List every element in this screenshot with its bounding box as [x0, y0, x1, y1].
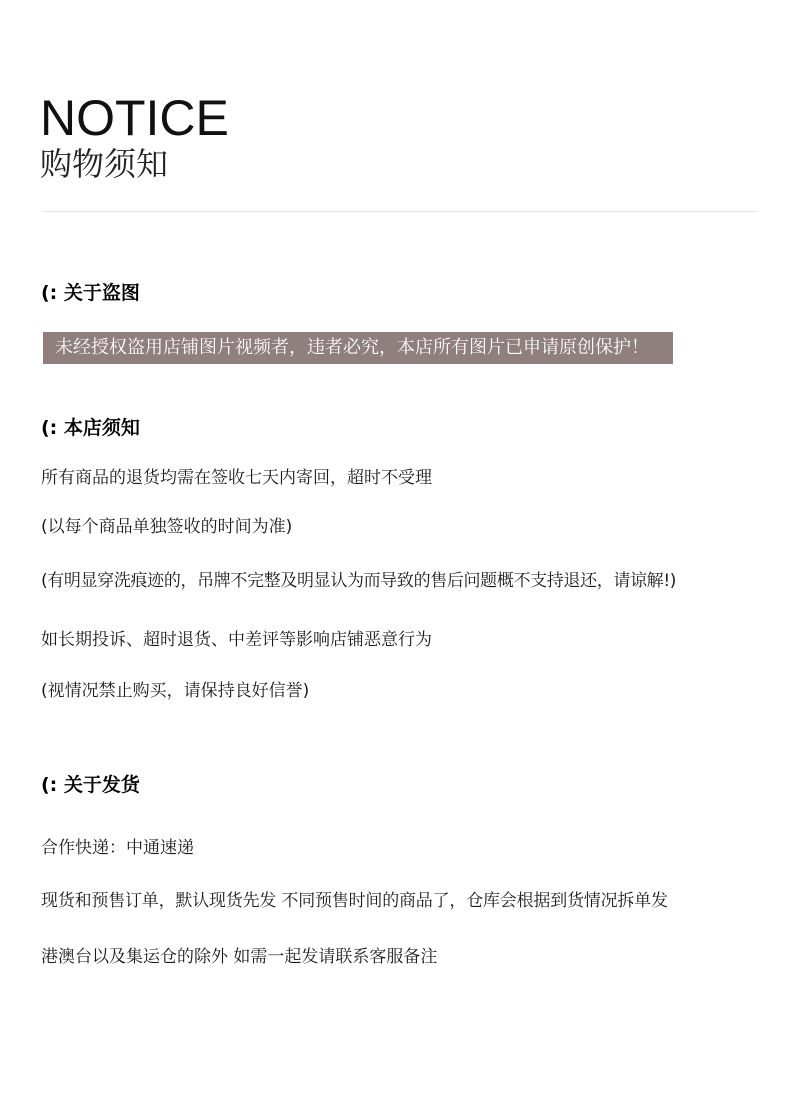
notice-line: (以每个商品单独签收的时间为准) — [41, 517, 293, 537]
section-heading-shipping: (: 关于发货 — [41, 774, 140, 796]
section-heading-image-theft: (: 关于盗图 — [41, 282, 140, 304]
notice-line: (视情况禁止购买，请保持良好信誉) — [41, 681, 310, 701]
page-title: NOTICE — [40, 90, 229, 146]
notice-line: (有明显穿洗痕迹的，吊牌不完整及明显认为而导致的售后问题概不支持退还，请谅解!) — [41, 571, 677, 591]
page-subtitle: 购物须知 — [40, 145, 169, 183]
shipping-line: 港澳台以及集运仓的除外 如需一起发请联系客服备注 — [41, 947, 438, 967]
copyright-banner: 未经授权盗用店铺图片视频者，违者必究，本店所有图片已申请原创保护！ — [43, 332, 673, 364]
notice-line: 所有商品的退货均需在签收七天内寄回，超时不受理 — [41, 468, 432, 488]
shipping-line: 合作快递：中通速递 — [41, 838, 194, 858]
section-heading-store-notice: (: 本店须知 — [41, 417, 140, 439]
divider — [42, 211, 758, 212]
notice-line: 如长期投诉、超时退货、中差评等影响店铺恶意行为 — [41, 630, 432, 650]
shipping-line: 现货和预售订单，默认现货先发 不同预售时间的商品了，仓库会根据到货情况拆单发 — [41, 891, 668, 911]
